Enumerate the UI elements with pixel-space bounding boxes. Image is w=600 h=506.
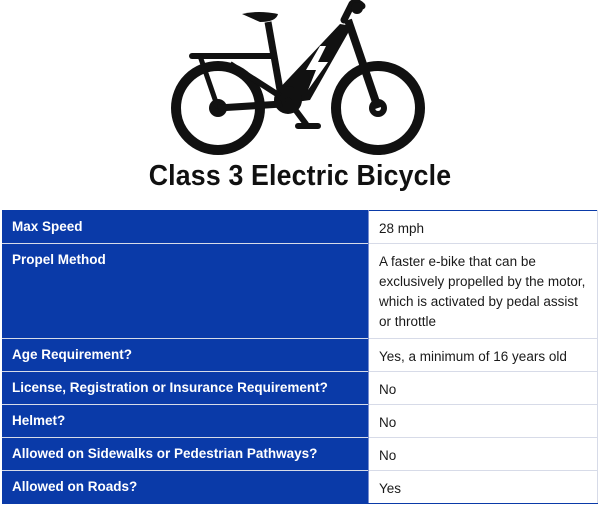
row-value: No [369,372,598,405]
row-value: Yes, a minimum of 16 years old [369,339,598,372]
page-title: Class 3 Electric Bicycle [148,160,452,192]
spec-table [2,210,598,504]
row-value: A faster e-bike that can be exclusively propelled by the motor, which is activated by pedal assist or throttle [369,244,598,339]
table-row [2,405,598,438]
row-label: Max Speed [2,211,369,244]
row-label: Helmet? [2,405,369,438]
table-row [2,244,598,339]
row-value: No [369,405,598,438]
table-row [2,211,598,244]
row-value: Yes [369,471,598,504]
row-label: Age Requirement? [2,339,369,372]
table-row [2,438,598,471]
table-row [2,339,598,372]
row-value: No [369,438,598,471]
electric-bicycle-icon [170,0,432,162]
row-value: 28 mph [369,211,598,244]
row-label: Propel Method [2,244,369,339]
table-row [2,372,598,405]
row-label: Allowed on Roads? [2,471,369,504]
row-label: License, Registration or Insurance Requirement? [2,372,369,405]
row-label: Allowed on Sidewalks or Pedestrian Pathways? [2,438,369,471]
table-row [2,471,598,504]
